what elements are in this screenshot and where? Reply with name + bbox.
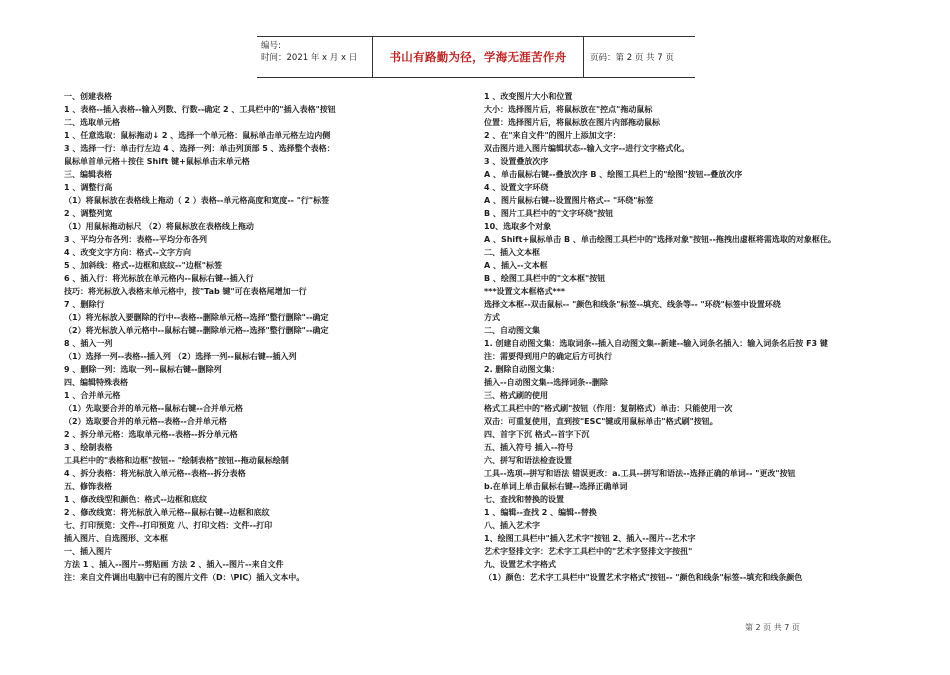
text-line: 1 、调整行高 xyxy=(64,183,113,192)
header-motto-cell xyxy=(373,37,584,77)
text-line: 二、选取单元格 xyxy=(64,118,120,127)
text-line: 鼠标单首单元格＋按住 Shift 键+鼠标单击末单元格 xyxy=(64,157,250,166)
text-line: A 、单击鼠标右键--叠放次序 B 、绘图工具栏上的"绘图"按钮--叠放次序 xyxy=(484,170,743,179)
text-line: 双击图片进入图片编辑状态--输入文字--进行文字格式化。 xyxy=(484,144,690,153)
text-line: A 、图片鼠标右键--设置图片格式-- "环绕"标签 xyxy=(484,196,654,205)
text-line: 4 、改变文字方向：格式--文字方向 xyxy=(64,248,191,257)
text-line: 4 、设置文字环绕 xyxy=(484,183,549,192)
text-line: B 、图片工具栏中的"文字环绕"按钮 xyxy=(484,209,614,218)
text-line: 选择文本框--双击鼠标-- "颜色和线条"标签--填充、线条等-- "环绕"标签中设置环绕 xyxy=(484,300,781,309)
text-line: 工具栏中的"表格和边框"按钮-- "绘制表格"按钮--拖动鼠标绘制 xyxy=(64,456,289,465)
text-line: （1）用鼠标拖动标尺 （2）将鼠标放在表格线上拖动 xyxy=(64,222,254,231)
right-column xyxy=(484,90,899,584)
text-line: 七、打印预览：文件--打印预览 八、打印文档：文件--打印 xyxy=(64,521,273,530)
text-line: 三、格式刷的使用 xyxy=(484,391,548,400)
text-line: B 、绘图工具栏中的"文本框"按钮 xyxy=(484,274,606,283)
text-line: 3 、平均分布各列：表格--平均分布各列 xyxy=(64,235,207,244)
text-line: 8 、插入一列 xyxy=(64,339,113,348)
text-line: 1 、改变图片大小和位置 xyxy=(484,92,573,101)
time-label: 时间：2021 年 x 月 x 日 xyxy=(261,53,358,63)
number-label: 编号: xyxy=(261,41,281,51)
text-line: 一、创建表格 xyxy=(64,92,112,101)
text-line: 1. 创建自动图文集：选取词条--插入自动图文集--新建--输入词条名插入：输入词条名后按 F3 键 xyxy=(484,339,828,348)
text-line: （1）将鼠标放在表格线上拖动（ 2 ）表格--单元格高度和宽度-- "行"标签 xyxy=(64,196,330,205)
text-line: （1）选择一列--表格--插入列 （2）选择一列--鼠标右键--插入列 xyxy=(64,352,297,361)
text-line: 2. 删除自动图文集： xyxy=(484,365,560,374)
text-line: 5 、加斜线：格式--边框和底纹--"边框"标签 xyxy=(64,261,222,270)
text-line: 格式工具栏中的"格式刷"按钮（作用：复制格式）单击：只能使用一次 xyxy=(484,404,733,413)
text-line: 四、首字下沉 格式--首字下沉 xyxy=(484,430,590,439)
text-line: 六、拼写和语法检查设置 xyxy=(484,456,572,465)
text-line: 五、修饰表格 xyxy=(64,482,112,491)
text-line: 五、插入符号 插入--符号 xyxy=(484,443,574,452)
text-line: 7 、删除行 xyxy=(64,300,105,309)
text-line: 2 、拆分单元格：选取单元格--表格--拆分单元格 xyxy=(64,430,238,439)
text-line: 3 、绘制表格 xyxy=(64,443,113,452)
text-line: 2 、在"来自文件"的图片上添加文字： xyxy=(484,131,621,140)
text-line: 1、绘图工具栏中"插入艺术字"按钮 2、插入--图片--艺术字 xyxy=(484,534,696,543)
text-line: 一、插入图片 xyxy=(64,547,112,556)
text-line: 双击：可重复使用，直到按"ESC"键或用鼠标单击"格式刷"按钮。 xyxy=(484,417,718,426)
text-line: （1）将光标放入要删除的行中--表格--删除单元格--选择"整行删除"--确定 xyxy=(64,313,329,322)
text-line: 九、设置艺术字格式 xyxy=(484,560,556,569)
text-line: 七、查找和替换的设置 xyxy=(484,495,564,504)
text-line: 大小：选择图片后，将鼠标放在"控点"拖动鼠标 xyxy=(484,105,653,114)
text-line: 6 、插入行：将光标放在单元格内--鼠标右键--插入行 xyxy=(64,274,254,283)
text-line: 1 、修改线型和颜色：格式--边框和底纹 xyxy=(64,495,207,504)
page-footer: 第 2 页 共 7 页 xyxy=(745,623,800,632)
header-meta-cell xyxy=(257,37,373,77)
text-line: 10、选取多个对象 xyxy=(484,222,552,231)
text-line: 二、插入文本框 xyxy=(484,248,540,257)
text-line: 二、自动图文集 xyxy=(484,326,540,335)
text-line: 1 、任意选取：鼠标拖动↓ 2 、选择一个单元格：鼠标单击单元格左边内侧 xyxy=(64,131,331,140)
header-page-cell xyxy=(584,37,695,77)
text-line: （2）选取要合并的单元格--表格--合并单元格 xyxy=(64,417,227,426)
text-line: 1 、表格--插入表格--输入列数、行数--确定 2 、工具栏中的"插入表格"按钮 xyxy=(64,105,336,114)
text-line: A 、插入--文本框 xyxy=(484,261,548,270)
text-line: A 、Shift+鼠标单击 B 、单击绘图工具栏中的"选择对象"按钮--拖拽出虚框将需选取的对象框住。 xyxy=(484,235,836,244)
text-line: ***设置文本框格式*** xyxy=(484,287,566,296)
text-line: 2 、调整列宽 xyxy=(64,209,113,218)
page-header xyxy=(257,36,695,78)
text-line: 技巧：将光标放入表格末单元格中，按"Tab 键"可在表格尾增加一行 xyxy=(64,287,307,296)
text-line: 注：来自文件调出电脑中已有的图片文件（D：\PIC）插入文本中。 xyxy=(64,573,305,582)
text-line: 位置：选择图片后，将鼠标放在图片内部拖动鼠标 xyxy=(484,118,660,127)
text-line: 1 、合并单元格 xyxy=(64,391,121,400)
left-column xyxy=(64,90,479,584)
motto-text: 书山有路勤为径，学海无涯苦作舟 xyxy=(389,50,567,64)
text-line: 方法 1 、插入--图片--剪贴画 方法 2 、插入--图片--来自文件 xyxy=(64,560,284,569)
text-line: 三、编辑表格 xyxy=(64,170,112,179)
text-line: 2 、修改线宽：将光标放入单元格--鼠标右键--边框和底纹 xyxy=(64,508,270,517)
text-line: 3 、设置叠放次序 xyxy=(484,157,549,166)
text-line: 1 、编辑--查找 2 、编辑--替换 xyxy=(484,508,597,517)
text-line: 四、编辑特殊表格 xyxy=(64,378,128,387)
text-line: （1）颜色：艺术字工具栏中"设置艺术字格式"按钮-- "颜色和线条"标签--填充和线条颜色 xyxy=(484,573,803,582)
page-info: 页码：第 2 页 共 7 页 xyxy=(590,53,674,63)
text-line: （1）先取要合并的单元格--鼠标右键--合并单元格 xyxy=(64,404,243,413)
text-line: 艺术字竖排文字：艺术字工具栏中的"艺术字竖排文字按扭" xyxy=(484,547,693,556)
text-line: （2）将光标放入单元格中--鼠标右键--删除单元格--选择"整行删除"--确定 xyxy=(64,326,329,335)
text-line: 3 、选择一行：单击行左边 4 、选择一列：单击列顶部 5 、选择整个表格： xyxy=(64,144,335,153)
text-line: 插入图片、自选图形、文本框 xyxy=(64,534,168,543)
text-line: 方式 xyxy=(484,313,500,322)
text-line: 9 、删除一列：选取一列--鼠标右键--删除列 xyxy=(64,365,222,374)
text-line: 八、插入艺术字 xyxy=(484,521,540,530)
text-line: 4 、拆分表格：将光标放入单元格--表格--拆分表格 xyxy=(64,469,246,478)
text-line: 注：需要得到用户的确定后方可执行 xyxy=(484,352,612,361)
text-line: 插入--自动图文集--选择词条--删除 xyxy=(484,378,608,387)
text-line: b.在单词上单击鼠标右键--选择正确单词 xyxy=(484,482,628,491)
text-line: 工具--选项--拼写和语法 错误更改：a.工具--拼写和语法--选择正确的单词-- "更改"按钮 xyxy=(484,469,796,478)
